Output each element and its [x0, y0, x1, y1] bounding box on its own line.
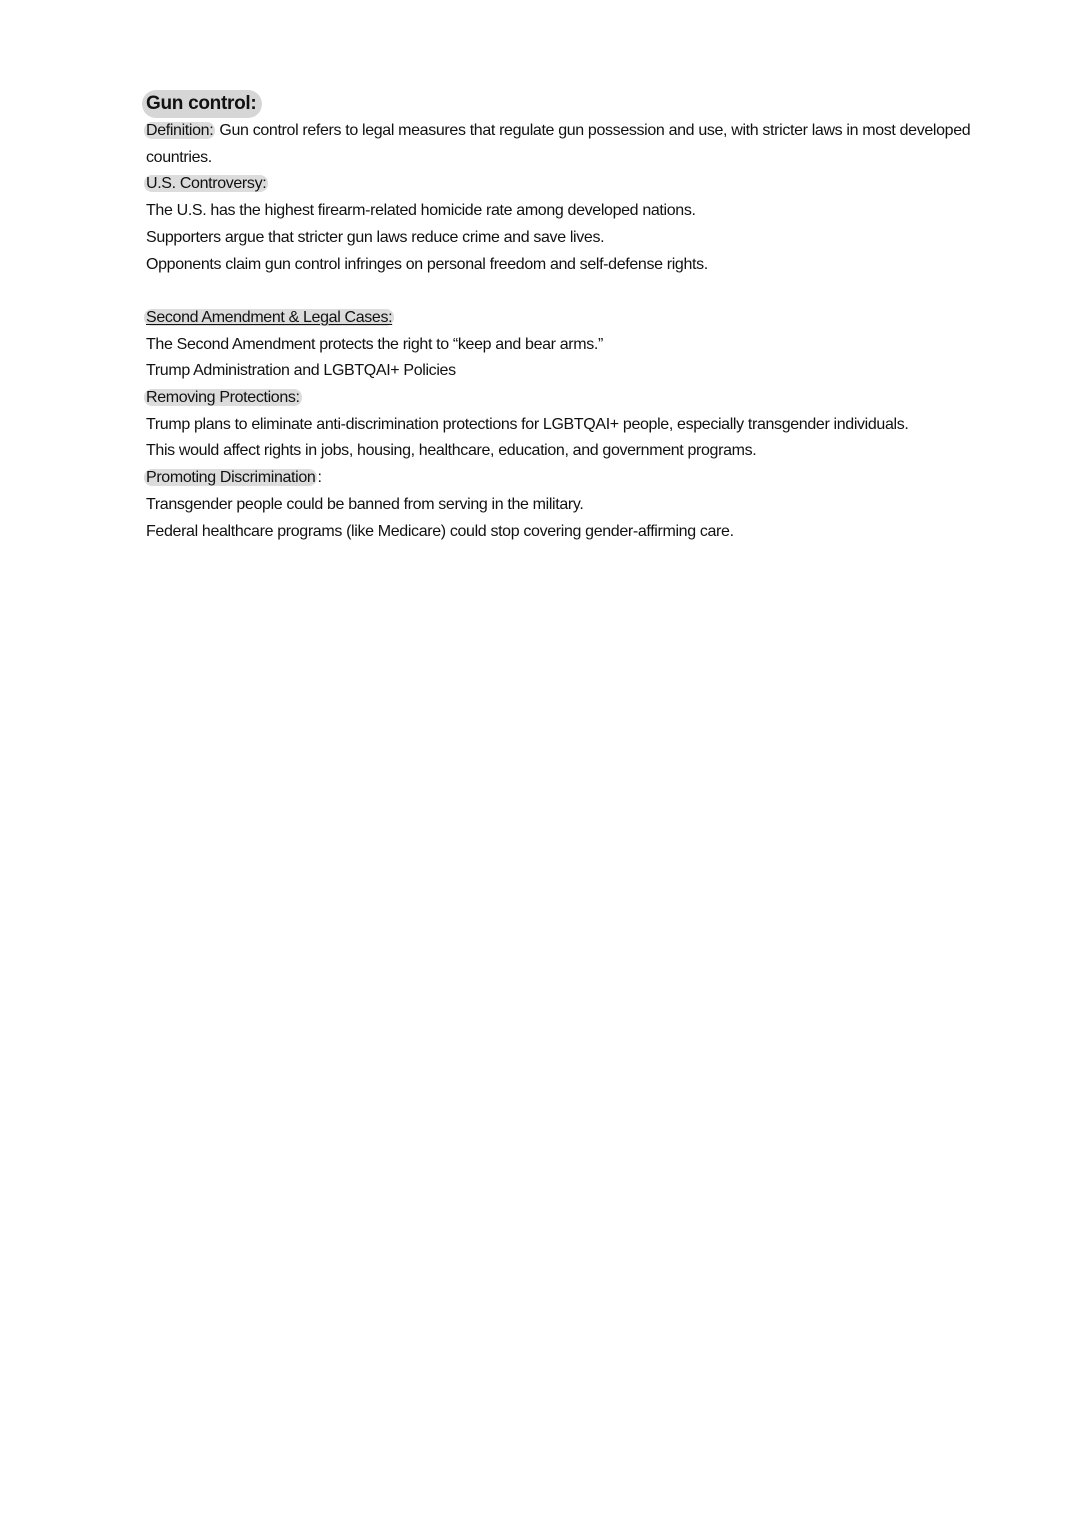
controversy-line: The U.S. has the highest firearm-related homicide rate among developed nations. — [146, 202, 696, 220]
document-body — [146, 90, 1026, 545]
controversy-line: Supporters argue that stricter gun laws reduce crime and save lives. — [146, 228, 605, 246]
amendment-heading — [146, 305, 1026, 332]
controversy-line: Opponents claim gun control infringes on personal freedom and self-defense rights. — [146, 255, 708, 273]
promoting-line: Transgender people could be banned from serving in the military. — [146, 495, 584, 513]
blank-line — [146, 278, 1026, 305]
amendment-line: Trump Administration and LGBTQAI+ Policies — [146, 362, 456, 380]
definition-text: Gun control refers to legal measures that regulate gun possession and use, with stricter laws in most developed countries. — [146, 122, 971, 166]
promoting-line: Federal healthcare programs (like Medicare) could stop covering gender-affirming care. — [146, 522, 734, 540]
promoting-suffix: : — [317, 469, 322, 487]
controversy-heading — [146, 171, 1026, 198]
amendment-line: The Second Amendment protects the right to “keep and bear arms.” — [146, 335, 603, 353]
removing-heading — [146, 385, 1026, 412]
removing-line: Trump plans to eliminate anti-discrimination protections for LGBTQAI+ people, especially transgender individuals. — [146, 415, 909, 433]
page-title: Gun control: — [142, 90, 262, 118]
promoting-label: Promoting Discrimination — [146, 469, 316, 487]
amendment-label: Second Amendment & Legal Cases: — [146, 308, 393, 326]
removing-label: Removing Protections: — [146, 389, 300, 407]
promoting-heading — [146, 465, 1026, 492]
definition-paragraph — [146, 118, 1006, 171]
controversy-label: U.S. Controversy: — [146, 175, 267, 193]
definition-label: Definition: — [146, 122, 214, 139]
title-row — [146, 90, 1026, 118]
removing-line: This would affect rights in jobs, housing, healthcare, education, and government programs. — [146, 442, 757, 460]
